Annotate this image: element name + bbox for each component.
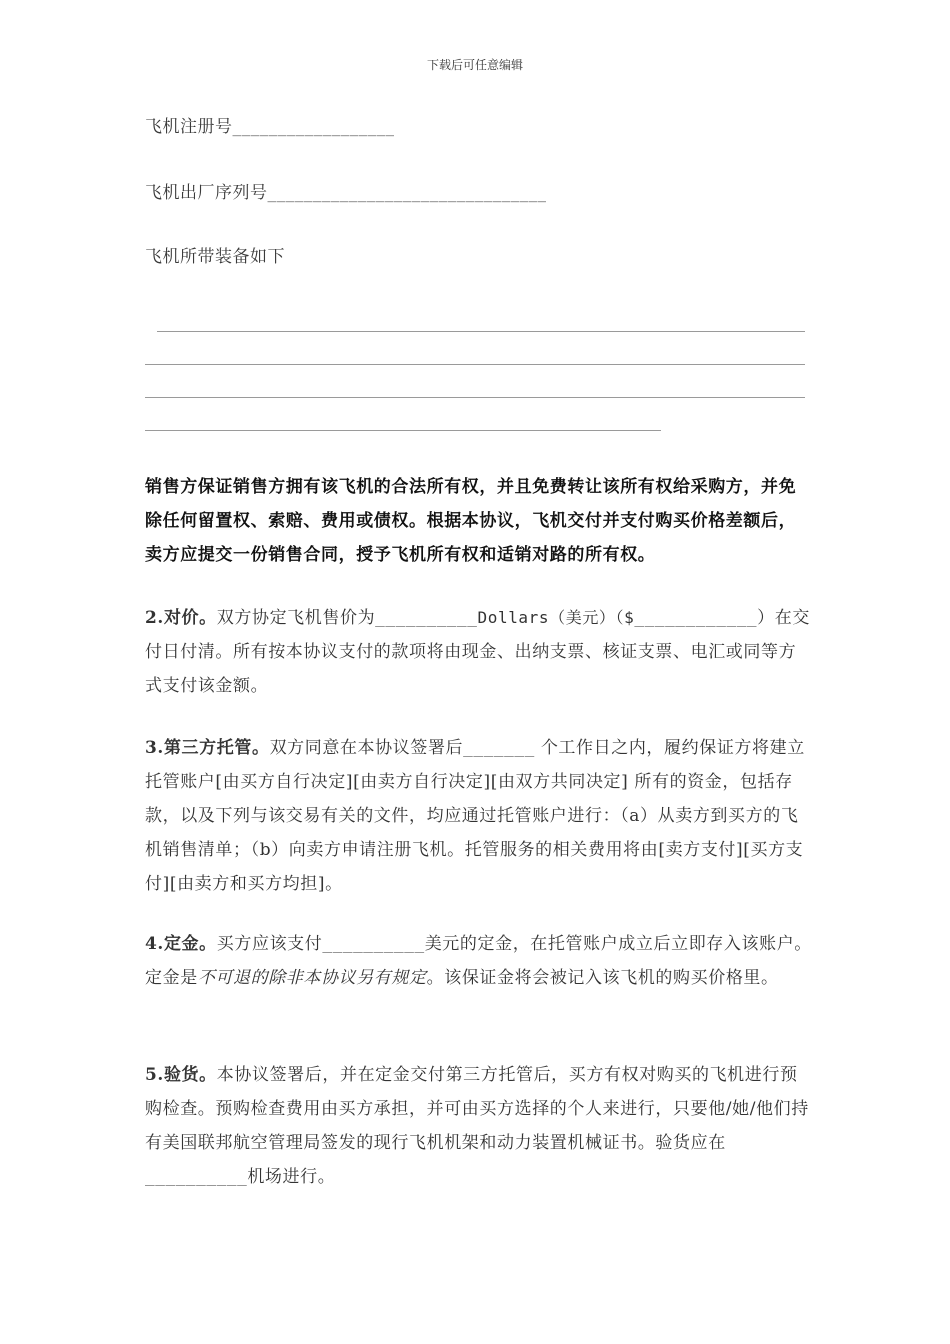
registration-field bbox=[145, 115, 395, 139]
airport-blank: __________ bbox=[145, 1167, 248, 1186]
equipment-blank-line bbox=[145, 397, 805, 398]
section-title: 定金。 bbox=[163, 934, 217, 954]
registration-label: 飞机注册号 bbox=[145, 117, 233, 137]
dollar-amount-blank: ____________ bbox=[634, 608, 758, 627]
section-number: 3. bbox=[145, 738, 164, 758]
section-text: 。该保证金将会被记入该飞机的购买价格里。 bbox=[426, 968, 779, 988]
section-text: ）在交付日付清。所有按本协议支付的款项将由现金、出纳支票、核证支票、电汇或同等方式支付该金额。 bbox=[145, 608, 810, 696]
deposit-amount-blank: __________ bbox=[322, 934, 425, 953]
ownership-paragraph: 销售方保证销售方拥有该飞机的合法所有权，并且免费转让该所有权给采购方，并免除任何留置权、索赔、费用或债权。根据本协议，飞机交付并支付购买价格差额后，卖方应提交一份销售合同，授予飞机所有权和适销对路的所有权。 bbox=[145, 477, 797, 565]
section-text: 机场进行。 bbox=[247, 1167, 336, 1187]
section-4-deposit bbox=[145, 927, 813, 995]
registration-blank: __________________ bbox=[232, 117, 395, 137]
section-text: 本协议签署后，并在定金交付第三方托管后，买方有权对购买的飞机进行预购检查。预购检查费用由买方承担，并可由买方选择的个人来进行，只要他/她/他们持有美国联邦航空管理局签发的现行飞机机架和动力装置机械证书。验货应在 bbox=[145, 1065, 809, 1153]
section-2-consideration bbox=[145, 601, 813, 703]
section-5-inspection bbox=[145, 1058, 813, 1194]
section-3-escrow bbox=[145, 731, 813, 901]
page-header: 下载后可任意编辑 bbox=[426, 58, 523, 72]
section-text: 买方应该支付 bbox=[216, 934, 323, 954]
price-blank: __________ bbox=[375, 608, 478, 627]
equipment-blank-line bbox=[157, 331, 805, 332]
section-number: 4. bbox=[145, 934, 164, 954]
section-title: 第三方托管。 bbox=[163, 738, 270, 758]
serial-label: 飞机出厂序列号 bbox=[145, 183, 268, 203]
equipment-field bbox=[145, 245, 285, 269]
section-title: 验货。 bbox=[163, 1065, 217, 1085]
equipment-blank-line bbox=[145, 364, 805, 365]
section-text: 双方同意在本协议签署后 bbox=[269, 738, 464, 758]
section-text: Dollars（美元）（$ bbox=[477, 608, 635, 627]
serial-field bbox=[145, 181, 547, 205]
section-number: 2. bbox=[145, 608, 164, 628]
section-text: 个工作日之内，履约保证方将建立托管账户[由买方自行决定][由卖方自行决定][由双方共同决定] 所有的资金，包括存款，以及下列与该交易有关的文件，均应通过托管账户进行：（a）从卖方到买方的飞机销售清单；（b）向卖方申请注册飞机。托管服务的相关费用将由[卖方支付][买方支付][由卖方和买方均担]。 bbox=[145, 738, 805, 894]
serial-blank: _______________________________ bbox=[267, 183, 547, 203]
section-number: 5. bbox=[145, 1065, 164, 1085]
section-text: 双方协定飞机售价为 bbox=[216, 608, 376, 628]
section-text: 美元的定金，在托管账户成立后立即存入该账户。定金是 bbox=[145, 934, 812, 988]
non-refundable-clause: 不可退的除非本协议另有规定 bbox=[197, 968, 427, 988]
section-title: 对价。 bbox=[163, 608, 217, 628]
equipment-label: 飞机所带装备如下 bbox=[145, 247, 285, 267]
equipment-blank-line bbox=[145, 430, 661, 431]
business-days-blank: _______ bbox=[463, 738, 535, 757]
